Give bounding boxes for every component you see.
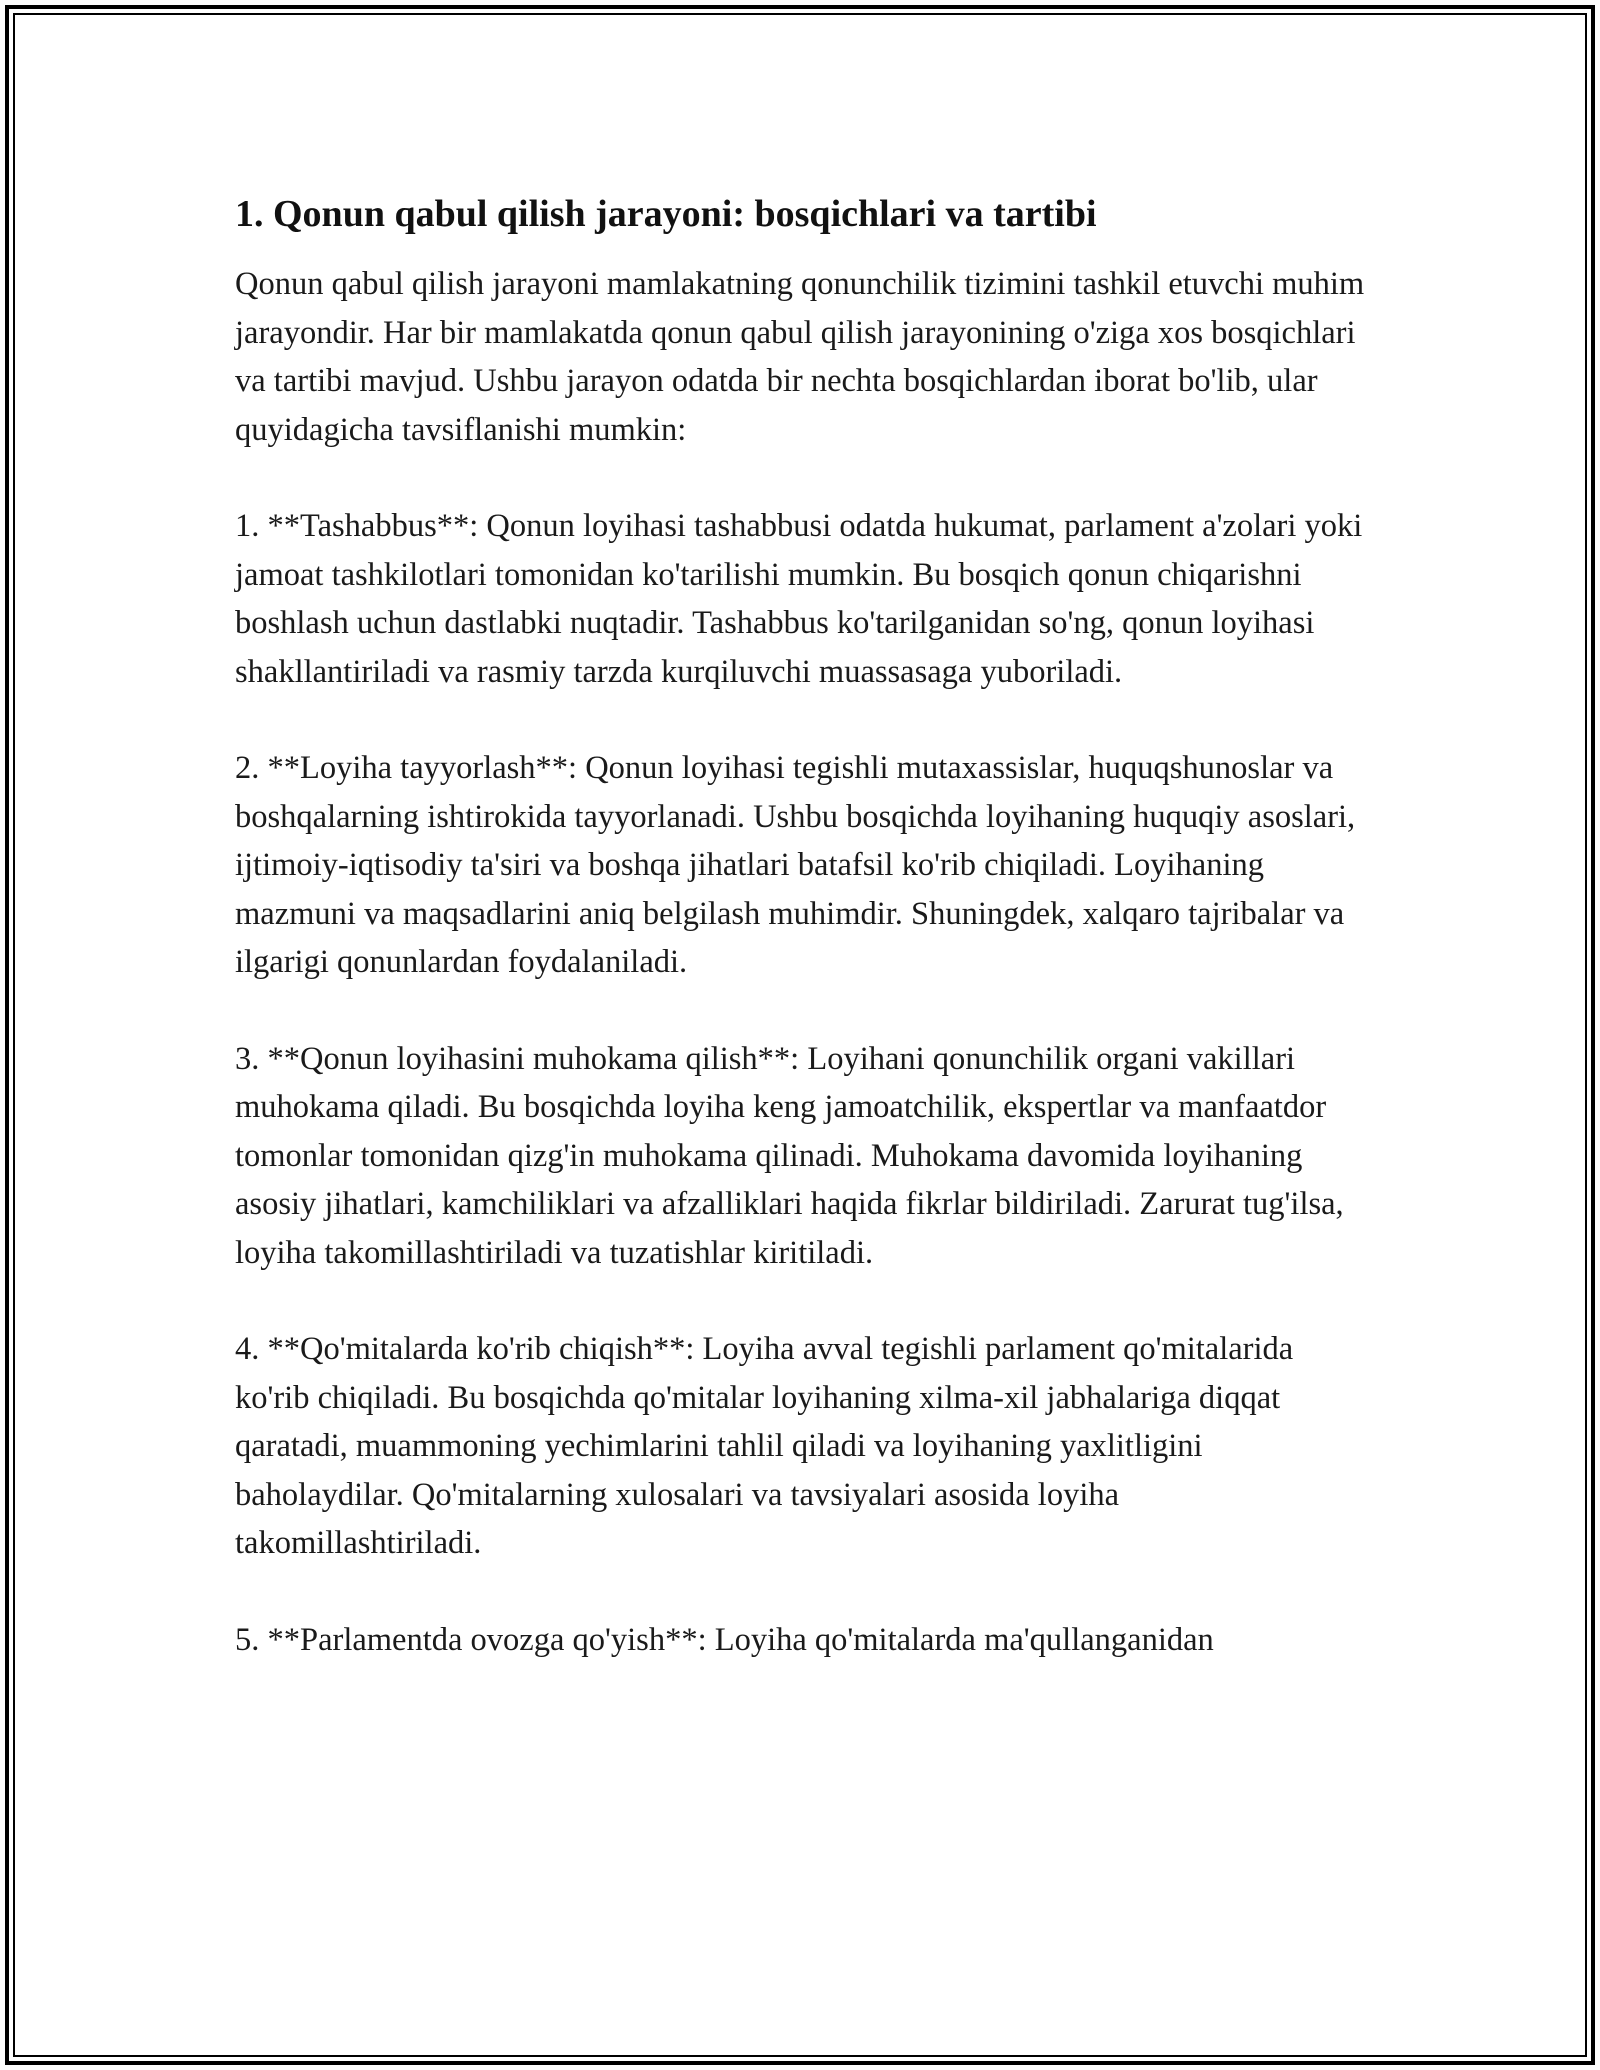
step-5-paragraph: 5. **Parlamentda ovozga qo'yish**: Loyiha qo'mitalarda ma'qullanganidan [235, 1621, 1214, 1658]
document-body [235, 186, 1365, 1712]
step-2-paragraph: 2. **Loyiha tayyorlash**: Qonun loyihasi tegishli mutaxassislar, huquqshunoslar va boshqalarning ishtirokida tayyorlanadi. Ushbu bosqichda loyihaning huquqiy asoslari, ijtimoiy-iqtisodiy ta'siri va boshqa jihatlari batafsil ko'rib chiqiladi. Loyihaning mazmuni va maqsadlarini aniq belgilash muhimdir. Shuningdek, xalqaro tajribalar va ilgarigi qonunlardan foydalaniladi. [235, 750, 1356, 980]
intro-paragraph: Qonun qabul qilish jarayoni mamlakatning qonunchilik tizimini tashkil etuvchi muhim jarayondir. Har bir mamlakatda qonun qabul qilish jarayonining o'ziga xos bosqichlari va tartibi mavjud. Ushbu jarayon odatda bir nechta bosqichlardan iborat bo'lib, ular quyidagicha tavsiflanishi mumkin: [235, 266, 1365, 448]
step-4-paragraph: 4. **Qo'mitalarda ko'rib chiqish**: Loyiha avval tegishli parlament qo'mitalarida ko'rib chiqiladi. Bu bosqichda qo'mitalar loyihaning xilma-xil jabhalariga diqqat qaratadi, muammoning yechimlarini tahlil qiladi va loyihaning yaxlitligini baholaydilar. Qo'mitalarning xulosalari va tavsiyalari asosida loyiha takomillashtiriladi. [235, 1331, 1294, 1561]
step-1-paragraph: 1. **Tashabbus**: Qonun loyihasi tashabbusi odatda hukumat, parlament a'zolari yoki jamoat tashkilotlari tomonidan ko'tarilishi mumkin. Bu bosqich qonun chiqarishni boshlash uchun dastlabki nuqtadir. Tashabbus ko'tarilganidan so'ng, qonun loyihasi shakllantiriladi va rasmiy tarzda kurqiluvchi muassasaga yuboriladi. [235, 508, 1363, 690]
step-3-paragraph: 3. **Qonun loyihasini muhokama qilish**: Loyihani qonunchilik organi vakillari muhokama qiladi. Bu bosqichda loyiha keng jamoatchilik, ekspertlar va manfaatdor tomonlar tomonidan qizg'in muhokama qilinadi. Muhokama davomida loyihaning asosiy jihatlari, kamchiliklari va afzalliklari haqida fikrlar bildiriladi. Zarurat tug'ilsa, loyiha takomillashtiriladi va tuzatishlar kiritiladi. [235, 1040, 1344, 1271]
document-title: 1. Qonun qabul qilish jarayoni: bosqichlari va tartibi [235, 193, 1097, 235]
